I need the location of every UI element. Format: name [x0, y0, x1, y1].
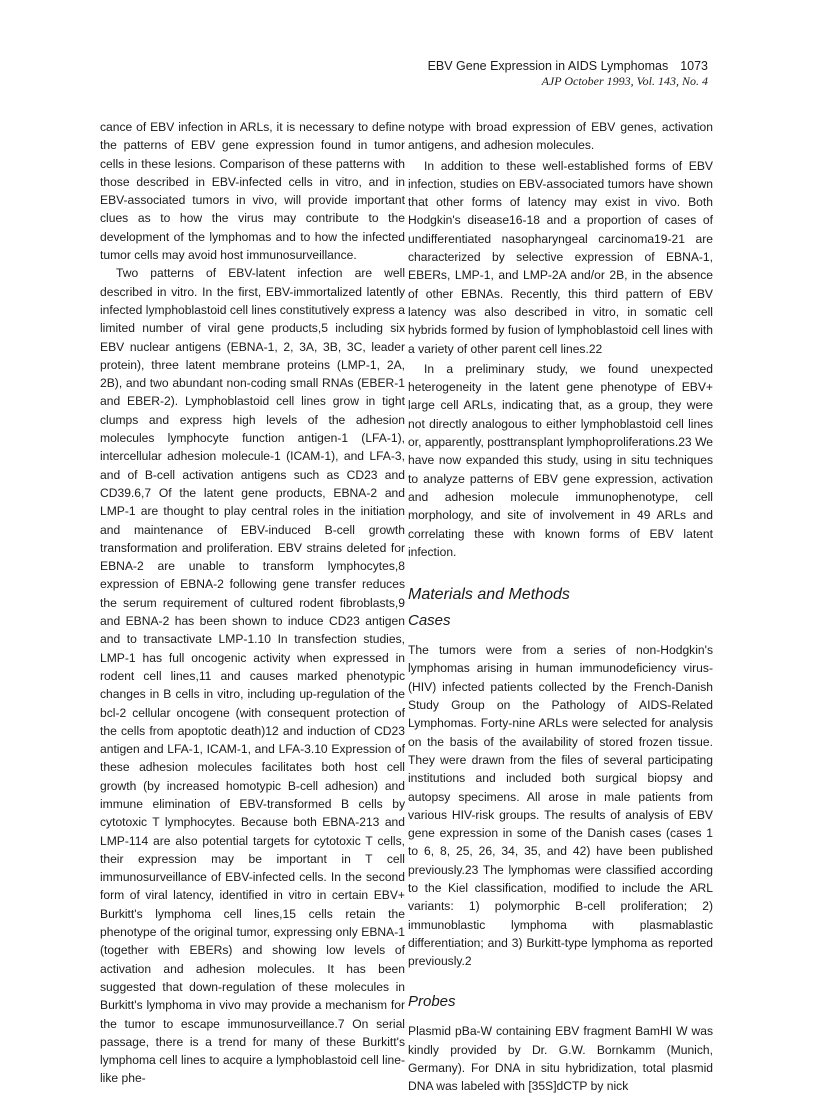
- page-number: 1073: [680, 59, 708, 73]
- paragraph: In addition to these well-established forms of EBV infection, studies on EBV-associated tumors have shown that other forms of latency may exist in vivo. Both Hodgkin's disease16-18 and a proportion of cases of undifferentiated nasopharyngeal carcinoma19-21 are characterized by selective expression of EBNA-1, EBERs, LMP-1, and LMP-2A and/or 2B, in the absence of other EBNAs. Recently, this third pattern of EBV latency was also described in vitro, in somatic cell hybrids formed by fusion of lymphoblastoid cell lines with a variety of other parent cell lines.22: [408, 158, 713, 356]
- paragraph: Plasmid pBa-W containing EBV fragment BamHI W was kindly provided by Dr. G.W. Bornkamm (Munich, Germany). For DNA in situ hybridization, total plasmid DNA was labeled with [35S]dCTP by nick: [408, 1024, 713, 1094]
- left-column: [100, 118, 405, 1088]
- paragraph: notype with broad expression of EBV genes, activation antigens, and adhesion molecules.: [408, 120, 713, 153]
- running-header: [428, 58, 708, 89]
- running-title: EBV Gene Expression in AIDS Lymphomas: [427, 59, 669, 73]
- paragraph: Two patterns of EBV-latent infection are well described in vitro. In the first, EBV-immortalized latently infected lymphoblastoid cell lines constitutively express a limited number of viral gene products,5 including six EBV nuclear antigens (EBNA-1, 2, 3A, 3B, 3C, leader protein), three latent membrane proteins (LMP-1, 2A, 2B), and two abundant non-coding small RNAs (EBER-1 and EBER-2). Lymphoblastoid cell lines grow in tight clumps and express high levels of the adhesion molecules lymphocyte function antigen-1 (LFA-1), intercellular adhesion molecule-1 (ICAM-1), and LFA-3, and of B-cell activation antigens such as CD23 and CD39.6,7 Of the latent gene products, EBNA-2 and LMP-1 are thought to play central roles in the initiation and maintenance of EBV-induced B-cell growth transformation and proliferation. EBV strains deleted for EBNA-2 are unable to transform lymphocytes,8 expression of EBNA-2 following gene transfer reduces the serum requirement of cultured rodent fibroblasts,9 and EBNA-2 has been shown to induce CD23 antigen and to transactivate LMP-1.10 In transfection studies, LMP-1 has full oncogenic activity when expressed in rodent cell lines,11 and causes marked phenotypic changes in B cells in vitro, including up-regulation of the bcl-2 cellular oncogene (with consequent protection of the cells from apoptotic death)12 and induction of CD23 antigen and LFA-1, ICAM-1, and LFA-3.10 Expression of these adhesion molecules facilitates both host cell growth (by increased homotypic B-cell adhesion) and immune elimination of EBV-transformed B cells by cytotoxic T lymphocytes. Because both EBNA-213 and LMP-114 are also potential targets for cytotoxic T cells, their expression may be important in T cell immunosurveillance of EBV-infected cells. In the second form of viral latency, identified in vitro in certain EBV+ Burkitt's lymphoma cell lines,15 cells retain the phenotype of the original tumor, expressing only EBNA-1 (together with EBERs) and showing low levels of activation and adhesion molecules. It has been suggested that down-regulation of these molecules in Burkitt's lymphoma in vivo may provide a mechanism for the tumor to escape immunosurveillance.7 On serial passage, there is a trend for many of these Burkitt's lymphoma cell lines to acquire a lymphoblastoid cell line-like phe-: [100, 266, 405, 1086]
- journal-citation: AJP October 1993, Vol. 143, No. 4: [541, 74, 708, 88]
- subsection-heading: Cases: [408, 612, 451, 630]
- section-heading: Materials and Methods: [408, 586, 570, 604]
- subsection-heading: Probes: [408, 993, 456, 1011]
- paragraph: In a preliminary study, we found unexpected heterogeneity in the latent gene phenotype of EBV+ large cell ARLs, indicating that, as a group, they were not directly analogous to either lymphoblastoid cell lines or, apparently, posttransplant lymphoproliferations.23 We have now expanded this study, using in situ techniques to analyze patterns of EBV gene expression, activation and adhesion molecule immunophenotype, cell morphology, and site of involvement in 49 ARLs and correlating these with known forms of EBV latent infection.: [408, 361, 713, 559]
- paragraph: The tumors were from a series of non-Hodgkin's lymphomas arising in human immunodeficiency virus-(HIV) infected patients collected by the French-Danish Study Group on the Pathology of AIDS-Related Lymphomas. Forty-nine ARLs were selected for analysis on the basis of the availability of stored frozen tissue. They were drawn from the files of several participating institutions and included both surgical biopsy and autopsy specimens. All arose in male patients from various HIV-risk groups. The results of analysis of EBV gene expression in some of the Danish cases (cases 1 to 6, 8, 25, 26, 34, 35, and 42) have been published previously.23 The lymphomas were classified according to the Kiel classification, modified to include the ARL variants: 1) polymorphic B-cell proliferation; 2) immunoblastic lymphoma with plasmablastic differentiation; and 3) Burkitt-type lymphoma as reported previously.2: [408, 643, 713, 969]
- right-column: [408, 118, 713, 1096]
- paragraph: cance of EBV infection in ARLs, it is necessary to define the patterns of EBV gene expression found in tumor cells in these lesions. Comparison of these patterns with those described in EBV-infected cells in vitro, and in EBV-associated tumors in vivo, will provide important clues as to how the virus may contribute to the development of the lymphomas and to how the infected tumor cells may avoid host immunosurveillance.: [100, 120, 405, 263]
